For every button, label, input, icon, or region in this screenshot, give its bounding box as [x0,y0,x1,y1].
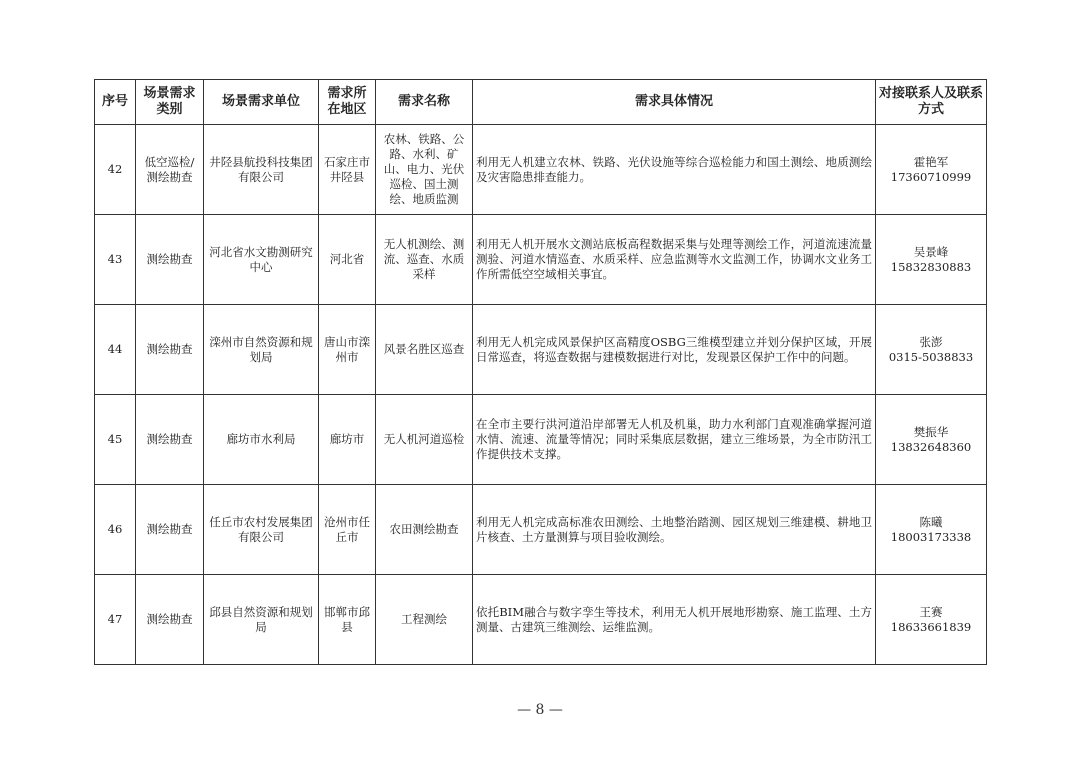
row-unit: 邱县自然资源和规划局 [204,575,319,665]
row-contact [876,395,987,485]
row-no: 47 [95,575,136,665]
table-row [95,485,987,575]
row-detail: 利用无人机建立农林、铁路、光伏设施等综合巡检能力和国土测绘、地质测绘及灾害隐患排查能力。 [473,125,876,215]
table-header-row [95,80,987,125]
page-number: — 8 — [517,702,563,718]
header-name: 需求名称 [376,80,473,125]
row-name: 无人机测绘、测流、巡查、水质采样 [376,215,473,305]
row-region: 邯郸市邱县 [319,575,376,665]
row-unit: 廊坊市水利局 [204,395,319,485]
row-no: 45 [95,395,136,485]
header-unit: 场景需求单位 [204,80,319,125]
row-region: 唐山市滦州市 [319,305,376,395]
contact-name: 吴景峰 [913,244,949,259]
header-category: 场景需求类别 [136,80,204,125]
contact-name: 霍艳军 [913,154,949,169]
row-detail: 依托BIM融合与数字孪生等技术，利用无人机开展地形勘察、施工监理、土方测量、古建筑三维测绘、运维监测。 [473,575,876,665]
contact-name: 樊振华 [913,424,949,439]
table-row [95,395,987,485]
row-name: 工程测绘 [376,575,473,665]
contact-name: 陈曦 [919,514,943,529]
row-contact [876,125,987,215]
row-category: 测绘勘查 [136,215,204,305]
table-row [95,305,987,395]
header-contact: 对接联系人及联系方式 [876,80,987,125]
row-no: 42 [95,125,136,215]
row-name: 农林、铁路、公路、水利、矿山、电力、光伏巡检、国土测绘、地质监测 [376,125,473,215]
row-category: 低空巡检/测绘勘查 [136,125,204,215]
contact-phone: 18633661839 [890,619,972,634]
header-region: 需求所在地区 [319,80,376,125]
row-category: 测绘勘查 [136,395,204,485]
row-contact [876,485,987,575]
row-region: 廊坊市 [319,395,376,485]
row-no: 46 [95,485,136,575]
row-region: 石家庄市井陉县 [319,125,376,215]
row-category: 测绘勘查 [136,305,204,395]
contact-name: 张澎 [919,334,943,349]
contact-phone: 15832830883 [890,259,972,274]
table-row [95,215,987,305]
row-unit: 任丘市农村发展集团有限公司 [204,485,319,575]
row-name: 无人机河道巡检 [376,395,473,485]
contact-name: 王赛 [919,604,943,619]
requirements-table-container [94,79,986,665]
row-name: 农田测绘勘查 [376,485,473,575]
row-detail: 利用无人机完成风景保护区高精度OSBG三维模型建立并划分保护区域，开展日常巡查，将巡查数据与建模数据进行对比，发现景区保护工作中的问题。 [473,305,876,395]
row-detail: 利用无人机完成高标准农田测绘、土地整治踏测、园区规划三维建模、耕地卫片核查、土方量测算与项目验收测绘。 [473,485,876,575]
header-detail: 需求具体情况 [473,80,876,125]
row-category: 测绘勘查 [136,485,204,575]
row-unit: 井陉县航投科技集团有限公司 [204,125,319,215]
contact-phone: 0315-5038833 [888,349,974,364]
row-detail: 在全市主要行洪河道沿岸部署无人机及机巢，助力水利部门直观准确掌握河道水情、流速、流量等情况；同时采集底层数据，建立三维场景，为全市防汛工作提供技术支撑。 [473,395,876,485]
contact-phone: 13832648360 [890,439,972,454]
row-detail: 利用无人机开展水文测站底板高程数据采集与处理等测绘工作，河道流速流量测验、河道水情巡查、水质采样、应急监测等水文监测工作，协调水文业务工作所需低空空域相关事宜。 [473,215,876,305]
row-region: 河北省 [319,215,376,305]
row-unit: 滦州市自然资源和规划局 [204,305,319,395]
row-unit: 河北省水文勘测研究中心 [204,215,319,305]
table-row [95,575,987,665]
requirements-table [94,79,987,665]
table-row [95,125,987,215]
row-contact [876,215,987,305]
row-region: 沧州市任丘市 [319,485,376,575]
row-contact [876,305,987,395]
header-no: 序号 [95,80,136,125]
row-category: 测绘勘查 [136,575,204,665]
row-name: 风景名胜区巡查 [376,305,473,395]
contact-phone: 17360710999 [890,169,972,184]
row-no: 43 [95,215,136,305]
row-contact [876,575,987,665]
row-no: 44 [95,305,136,395]
contact-phone: 18003173338 [890,529,972,544]
